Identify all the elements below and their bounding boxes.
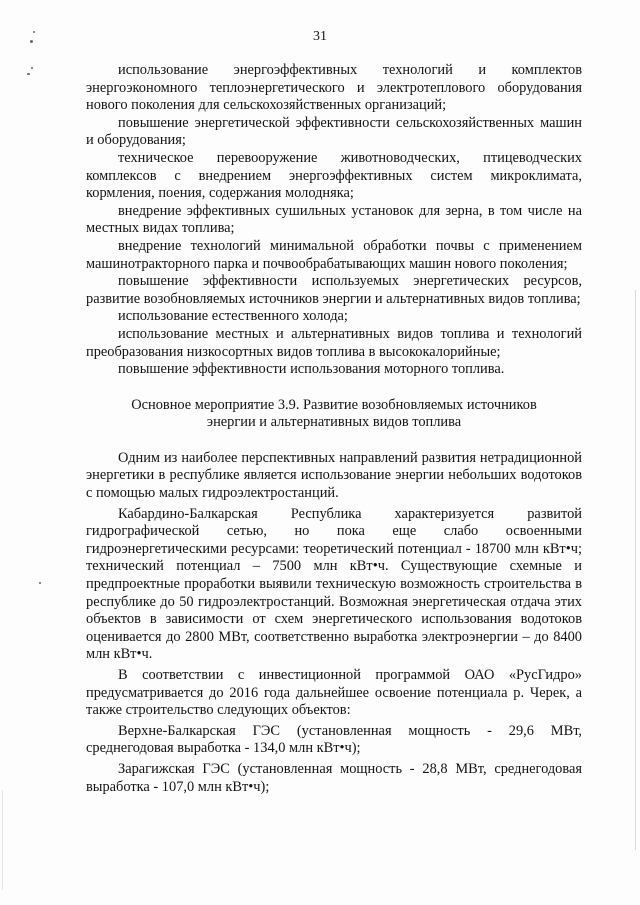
scan-speck bbox=[30, 40, 33, 43]
section-heading-line: Основное мероприятие 3.9. Развитие возобновляемых источников bbox=[131, 396, 537, 413]
body-paragraph: Кабардино-Балкарская Республика характеризуется развитой гидрографической сетью, но пока еще слабо освоенными гидроэнергетическими ресурсами: теоретический потенциал - 18700 млн кВт•ч; технический потенциал – 7500 млн кВт•ч. Существующие схемные и предпроектные проработки выявили техническую возможность строительства в республике до 50 гидроэлектростанций. Возможная энергетическая отдача этих объектов в зависимости от схем энергетического использования водотоков оценивается до 2800 МВт, соответственно выработка электроэнергии – до 8400 млн кВт•ч. bbox=[86, 505, 582, 663]
scan-speck bbox=[33, 31, 35, 33]
scan-edge-line bbox=[635, 290, 636, 850]
page-content bbox=[86, 62, 582, 796]
body-paragraph: Верхне-Балкарская ГЭС (установленная мощность - 29,6 МВт, среднегодовая выработка - 134,0 млн кВт•ч); bbox=[86, 722, 582, 757]
list-item: повышение эффективности использования моторного топлива. bbox=[118, 361, 505, 378]
body-paragraph: Одним из наиболее перспективных направлений развития нетрадиционной энергетики в республике является использование энергии небольших водотоков с помощью малых гидроэлектростанций. bbox=[86, 449, 582, 502]
scan-speck bbox=[39, 582, 41, 584]
scan-speck bbox=[31, 67, 33, 69]
list-item: использование энергоэффективных технологий и комплектов энергоэкономного теплоэнергетического и электротеплового оборудования нового поколения для сельскохозяйственных организаций; bbox=[86, 62, 582, 114]
list-item: техническое перевооружение животноводческих, птицеводческих комплексов с внедрением энергоэффективных систем микроклимата, кормления, поения, содержания молодняка; bbox=[86, 149, 582, 202]
list-item: повышение энергетической эффективности сельскохозяйственных машин и оборудования; bbox=[86, 114, 582, 149]
page-number: 31 bbox=[313, 29, 327, 44]
list-item: использование естественного холода; bbox=[118, 308, 348, 325]
scan-speck bbox=[27, 73, 30, 75]
body-paragraph: В соответствии с инвестиционной программой ОАО «РусГидро» предусматривается до 2016 года дальнейшее освоение потенциала р. Черек, а также строительство следующих объектов: bbox=[86, 667, 582, 719]
list-item: внедрение эффективных сушильных установок для зерна, в том числе на местных видах топлива; bbox=[86, 202, 582, 237]
body-paragraph: Зарагижская ГЭС (установленная мощность - 28,8 МВт, среднегодовая выработка - 107,0 млн кВт•ч); bbox=[86, 760, 582, 795]
list-item: использование местных и альтернативных видов топлива и технологий преобразования низкосортных видов топлива в высококалорийные; bbox=[86, 325, 582, 360]
section-heading-line: энергии и альтернативных видов топлива bbox=[206, 414, 462, 431]
list-item: повышение эффективности используемых энергетических ресурсов, развитие возобновляемых источников энергии и альтернативных видов топлива; bbox=[86, 273, 582, 307]
section-heading bbox=[86, 397, 582, 432]
list-item: внедрение технологий минимальной обработки почвы с применением машинотракторного парка и почвообрабатывающих машин нового поколения; bbox=[86, 237, 582, 272]
scan-edge-line bbox=[2, 790, 3, 890]
